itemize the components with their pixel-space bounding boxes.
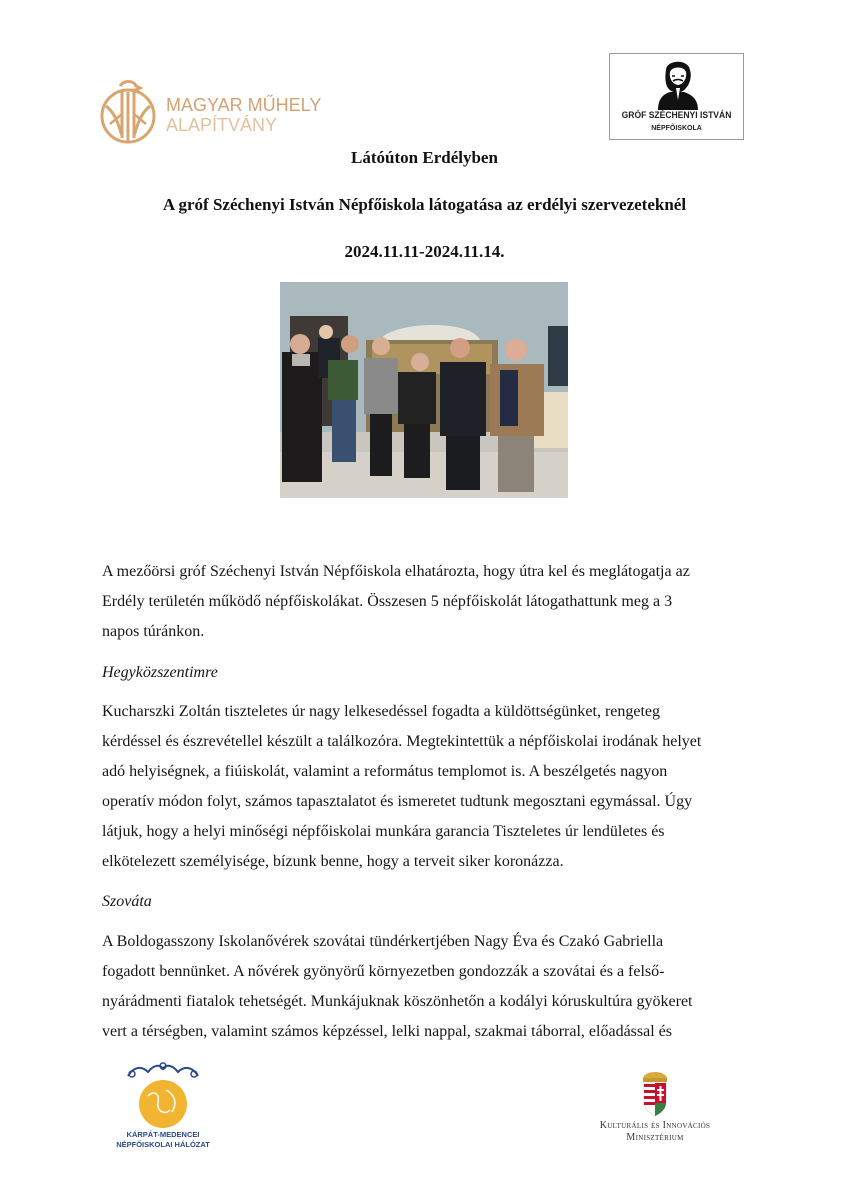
magyar-muhely-logo — [100, 78, 320, 148]
document-title: Látóúton Erdélyben — [351, 148, 498, 167]
document-subtitle: A gróf Széchenyi István Népfőiskola látogatása az erdélyi szervezeteknél — [162, 195, 687, 214]
group-photo — [280, 282, 568, 498]
szechenyi-portrait-icon — [610, 54, 745, 110]
szechenyi-nepfoiskola-logo — [609, 53, 744, 140]
logo-line-1: MAGYAR MŰHELY — [166, 95, 322, 115]
karpat-medencei-logo — [108, 1060, 218, 1150]
paragraph-line: fogadott bennünket. A nővérek gyönyörű környezetben gondozzák a szovátai és a felső- — [102, 963, 665, 980]
paragraph-line: A Boldogasszony Iskolanővérek szovátai tündérkertjében Nagy Éva és Czakó Gabriella — [102, 933, 664, 950]
logo-line-2: Minisztérium — [626, 1132, 684, 1143]
logo-line-2: ALAPÍTVÁNY — [166, 115, 278, 135]
network-emblem-icon — [108, 1060, 218, 1130]
section-heading-szovata: Szováta — [102, 893, 152, 910]
paragraph-line: A mezőörsi gróf Széchenyi István Népfőiskola elhatározta, hogy útra kel és meglátogatja az — [102, 563, 690, 580]
eagle-emblem-icon — [100, 78, 160, 148]
paragraph-line: látjuk, hogy a helyi minőségi népfőiskolai munkára garancia Tiszteletes úr lendületes és — [102, 823, 665, 840]
paragraph-line: adó helyiségnek, a fiúiskolát, valamint a református templomot is. A beszélgetés nagyon — [102, 763, 668, 780]
paragraph-line: vert a térségben, valamint számos képzéssel, lelki nappal, szakmai táborral, előadással és — [102, 1023, 673, 1040]
date-range: 2024.11.11-2024.11.14. — [344, 242, 505, 261]
section-heading-hegykozszentimre: Hegyközszentimre — [102, 664, 218, 681]
hungarian-coat-of-arms-icon — [585, 1068, 725, 1118]
logo-line-2: NÉPFŐISKOLAI HÁLÓZAT — [116, 1140, 210, 1149]
paragraph-line: Kucharszki Zoltán tiszteletes úr nagy lelkesedéssel fogadta a küldöttségünket, rengeteg — [102, 703, 661, 720]
paragraph-line: Erdély területén működő népfőiskolákat. Összesen 5 népfőiskolát látogathattunk meg a 3 — [102, 593, 673, 610]
paragraph-line: nyárádmenti fiatalok tehetségét. Munkájuknak köszönhetőn a kodályi kóruskultúra gyökeret — [102, 993, 693, 1010]
paragraph-line: elkötelezett személyisége, bízunk benne, hogy a terveit siker koronázza. — [102, 853, 564, 870]
logo-line-1: KÁRPÁT-MEDENCEI — [126, 1130, 200, 1139]
ministry-logo — [585, 1068, 725, 1148]
logo-line-1: Kulturális és Innovációs — [599, 1120, 711, 1131]
paragraph-line: napos túránkon. — [102, 623, 205, 640]
logo-line-2: NÉPFŐISKOLA — [651, 125, 702, 132]
paragraph-line: operatív módon folyt, számos tapasztalatot és ismeretet tudtunk megosztani egymással. Úgy — [102, 793, 693, 810]
paragraph-line: kérdéssel és észrevétellel készült a találkozóra. Megtekintettük a népfőiskolai irodának helyet — [102, 733, 702, 750]
logo-line-1: GRÓF SZÉCHENYI ISTVÁN — [621, 110, 732, 121]
